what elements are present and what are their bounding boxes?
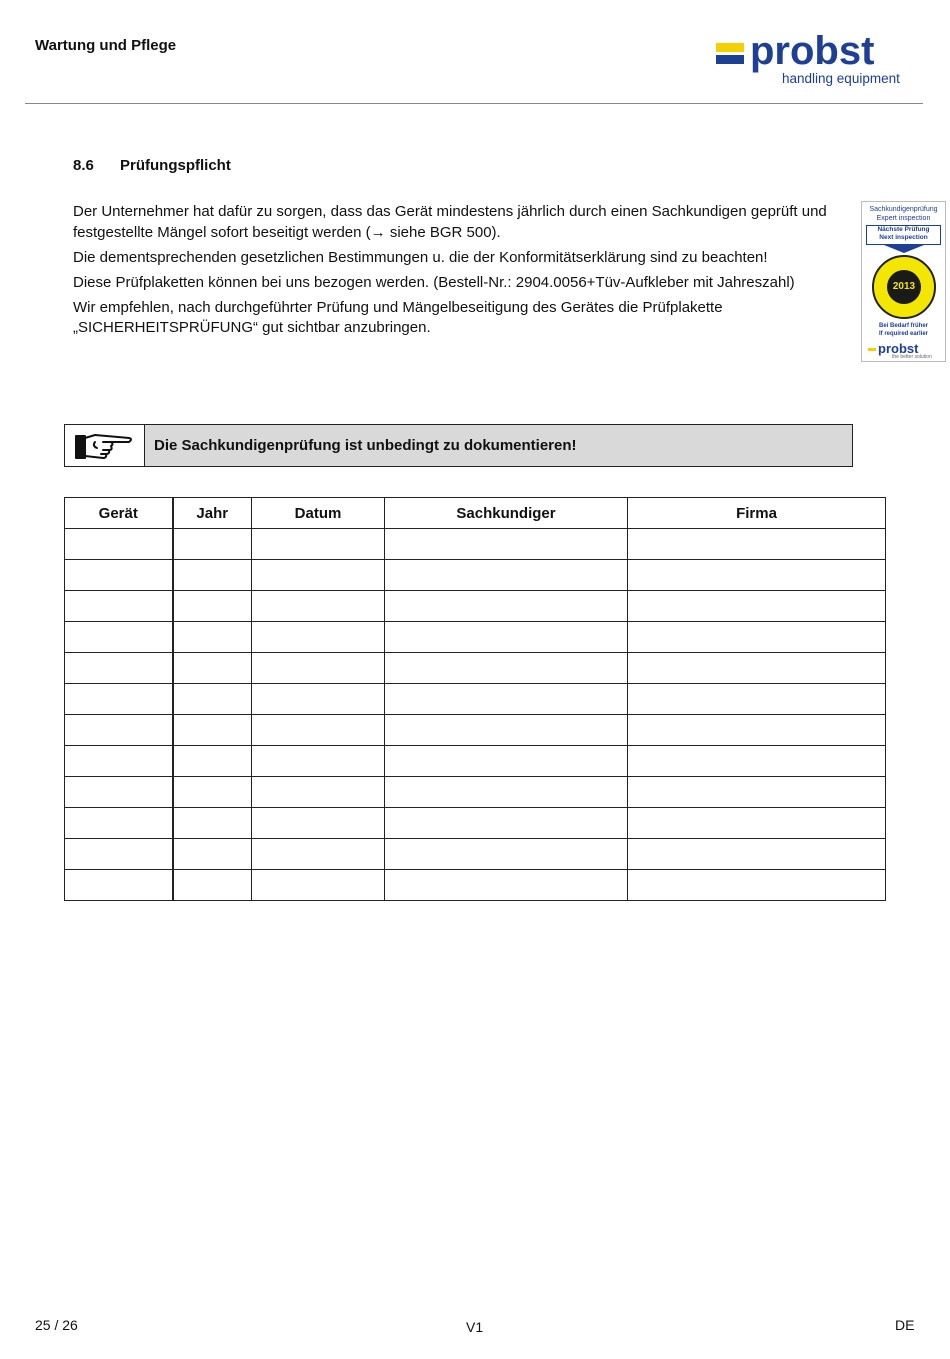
sticker-foot-line: Bei Bedarf früher <box>878 323 928 329</box>
table-cell <box>252 622 385 653</box>
table-cell <box>252 746 385 777</box>
table-cell <box>173 839 252 870</box>
table-cell <box>385 560 628 591</box>
table-cell <box>628 591 886 622</box>
sticker-head-line: Next inspection <box>879 234 928 241</box>
table-row <box>65 777 886 808</box>
sticker-foot-line: If required earlier <box>878 330 929 337</box>
table-cell <box>65 653 173 684</box>
table-cell <box>385 715 628 746</box>
table-cell <box>628 622 886 653</box>
column-header-firma: Firma <box>628 498 886 529</box>
table-row <box>65 684 886 715</box>
table-cell <box>173 560 252 591</box>
header-divider <box>25 103 923 104</box>
table-cell <box>385 529 628 560</box>
sticker-logo-bar <box>868 348 876 351</box>
table-row <box>65 529 886 560</box>
table-cell <box>252 808 385 839</box>
table-cell <box>385 622 628 653</box>
logo-word: probst <box>750 29 875 73</box>
table-cell <box>252 684 385 715</box>
note-text: Die Sachkundigenprüfung ist unbedingt zu dokumentieren! <box>145 425 852 466</box>
table-cell <box>385 777 628 808</box>
table-cell <box>65 808 173 839</box>
table-cell <box>65 870 173 901</box>
table-row <box>65 653 886 684</box>
logo-yellow-bar <box>716 43 744 52</box>
section-number: 8.6 <box>73 157 94 174</box>
table-cell <box>628 715 886 746</box>
table-cell <box>173 622 252 653</box>
table-cell <box>252 560 385 591</box>
sticker-head-box <box>866 225 941 245</box>
table-cell <box>65 622 173 653</box>
paragraph: Die dementsprechenden gesetzlichen Bestimmungen u. die der Konformitätserklärung sind zu beachten! <box>73 248 768 266</box>
inspection-log-table <box>64 497 886 901</box>
column-header-datum: Datum <box>252 498 385 529</box>
table-cell <box>628 839 886 870</box>
table-cell <box>65 839 173 870</box>
table-cell <box>173 684 252 715</box>
column-header-sachkundiger: Sachkundiger <box>385 498 628 529</box>
sticker-year-seal <box>872 255 936 319</box>
sticker-foot-text <box>866 323 941 338</box>
table-cell <box>628 560 886 591</box>
table-cell <box>173 808 252 839</box>
table-row <box>65 870 886 901</box>
sticker-slogan: the better solution <box>892 354 932 360</box>
table-row <box>65 808 886 839</box>
column-header-geraet: Gerät <box>65 498 173 529</box>
table-cell <box>65 591 173 622</box>
table-cell <box>65 715 173 746</box>
table-cell <box>628 870 886 901</box>
table-row <box>65 622 886 653</box>
sticker-top-text <box>866 205 941 223</box>
table-cell <box>173 653 252 684</box>
table-cell <box>252 529 385 560</box>
table-cell <box>252 653 385 684</box>
table-cell <box>385 591 628 622</box>
column-header-jahr: Jahr <box>173 498 252 529</box>
sticker-year: 2013 <box>887 270 921 304</box>
table-body <box>65 529 886 901</box>
paragraph: Wir empfehlen, nach durchgeführter Prüfung und Mängelbeseitigung des Gerätes die Prüfplakette „SICHERHEITSPRÜFUNG“ gut sichtbar anzubringen. <box>73 298 723 336</box>
table-cell <box>65 746 173 777</box>
inspection-sticker-image <box>861 201 946 362</box>
table-cell <box>385 746 628 777</box>
sticker-top-line: Sachkundigenprüfung <box>869 206 938 213</box>
sticker-arrow-icon <box>884 245 924 253</box>
table-cell <box>65 777 173 808</box>
table-cell <box>628 777 886 808</box>
table-row <box>65 560 886 591</box>
table-cell <box>173 591 252 622</box>
table-cell <box>65 684 173 715</box>
table-cell <box>173 777 252 808</box>
probst-logo <box>716 29 916 90</box>
table-cell <box>628 529 886 560</box>
table-cell <box>252 777 385 808</box>
table-cell <box>385 839 628 870</box>
language-label: DE <box>895 1317 915 1333</box>
sticker-top-line: Expert inspection <box>876 215 931 222</box>
table-cell <box>252 715 385 746</box>
table-cell <box>65 560 173 591</box>
table-cell <box>628 808 886 839</box>
table-row <box>65 839 886 870</box>
table-cell <box>173 746 252 777</box>
pointing-hand-icon <box>65 425 145 466</box>
table-header-row <box>65 498 886 529</box>
table-cell <box>385 684 628 715</box>
page-number: 25 / 26 <box>35 1317 78 1333</box>
table-cell <box>385 653 628 684</box>
table-row <box>65 715 886 746</box>
table-cell <box>385 870 628 901</box>
table-row <box>65 591 886 622</box>
paragraph: Der Unternehmer hat dafür zu sorgen, dass das Gerät mindestens jährlich durch einen Sachkundigen geprüft und festgestellte Mängel sofort beseitigt werden (→ siehe BGR 500). <box>73 203 827 241</box>
table-cell <box>628 746 886 777</box>
header-title: Wartung und Pflege <box>35 37 177 54</box>
section-title: Prüfungspflicht <box>120 157 231 174</box>
table-cell <box>628 684 886 715</box>
table-cell <box>173 529 252 560</box>
sticker-head-line: Nächste Prüfung <box>877 226 930 233</box>
table-cell <box>252 591 385 622</box>
table-cell <box>173 870 252 901</box>
logo-blue-bar <box>716 55 744 64</box>
logo-tagline: handling equipment <box>782 71 900 86</box>
table-cell <box>385 808 628 839</box>
table-cell <box>252 870 385 901</box>
body-text <box>73 202 853 343</box>
table-cell <box>252 839 385 870</box>
table-cell <box>628 653 886 684</box>
version-label: V1 <box>466 1319 484 1335</box>
sticker-logo-word: probst <box>878 341 919 356</box>
table-cell <box>173 715 252 746</box>
table-row <box>65 746 886 777</box>
paragraph: Diese Prüfplaketten können bei uns bezogen werden. (Bestell-Nr.: 2904.0056+Tüv-Aufkleber mit Jahreszahl) <box>73 273 795 291</box>
note-box <box>64 424 853 467</box>
table-cell <box>65 529 173 560</box>
